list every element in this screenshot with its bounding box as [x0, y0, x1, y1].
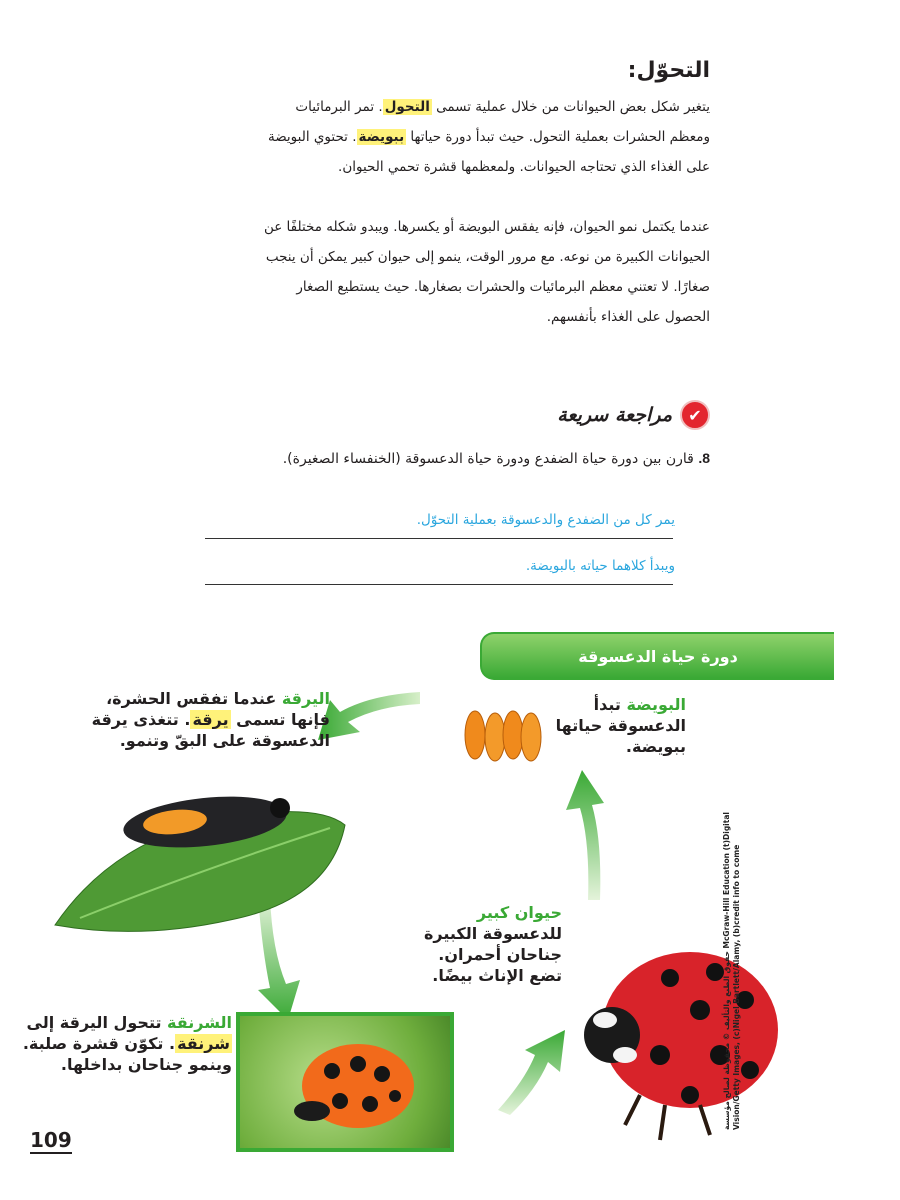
answer-line-1: يمر كل من الضفدع والدعسوقة بعملية التحوّل.: [416, 512, 675, 528]
pupa-text-b: . تكوّن قشرة صلبة. وينمو جناحان بداخلها.: [22, 1034, 232, 1074]
pupa-highlight: شرنقة: [177, 1034, 230, 1053]
egg-text: تبدأ الدعسوقة حياتها ببويضة.: [555, 695, 686, 756]
larva-on-leaf: [55, 790, 345, 932]
pupa-text-a: تتحول اليرقة إلى: [26, 1013, 168, 1032]
term-egg: ببويضة: [358, 129, 405, 145]
arrow-egg-to-larva: [318, 692, 420, 740]
pupa-term: الشرنقة: [167, 1013, 232, 1032]
question-text: قارن بين دورة حياة الضفدع ودورة حياة الدعسوقة (الخنفساء الصغيرة).: [282, 451, 694, 467]
egg-cluster: [465, 711, 541, 761]
larva-highlight: يرقة: [192, 710, 229, 729]
p1-part-a: يتغير شكل بعض الحيوانات من خلال عملية تسمى: [431, 99, 710, 115]
adult-caption: [420, 902, 562, 986]
term-metamorphosis: التحول: [384, 99, 430, 115]
quick-review-title: مراجعة سريعة: [557, 404, 672, 426]
larva-caption: [62, 688, 330, 751]
pupa-caption: [16, 1012, 232, 1075]
answer-rule-1: [205, 538, 673, 539]
larva-term: اليرقة: [281, 689, 330, 708]
question-8: [240, 445, 710, 472]
larva-text-b: . تتغذى يرقة الدعسوقة على البقّ وتنمو.: [91, 710, 330, 750]
paragraph-growth: عندما يكتمل نمو الحيوان، فإنه يفقس البويضة أو يكسرها. ويبدو شكله مختلفًا عن الحيوانات الكبيرة من نوعه. مع مرور الوقت، ينمو إلى حيوان كبير يمكن أن ينجب صغارًا. لا تعتني معظم البرمائيات والحشرات بصغارها. حيث يستطيع الصغار الحصول على الغذاء بأنفسهم.: [263, 219, 710, 325]
arrow-pupa-to-adult: [498, 1030, 565, 1115]
egg-term: البويضة: [626, 695, 686, 714]
page-number: 109: [30, 1128, 72, 1152]
egg-caption: [546, 694, 686, 757]
quick-review-heading: [380, 400, 710, 430]
photo-credit: حقوق الطبع والتأليف © محفوظة لصالح مؤسسة McGraw-Hill Education (t)Digital Vision/Getty Images, (c)Nigel Bartlett/Alamy, (b)credit info to come: [722, 812, 741, 1130]
arrow-adult-to-egg: [566, 770, 604, 900]
answer-rule-2: [205, 584, 673, 585]
question-number: 8.: [698, 450, 710, 466]
lifecycle-banner: دورة حياة الدعسوقة: [480, 632, 834, 680]
adult-term: حيوان كبير: [476, 903, 562, 922]
pupa-illustration: [240, 1016, 450, 1148]
answer-line-2: ويبدأ كلاهما حياته بالبويضة.: [525, 558, 675, 574]
larva-text-a: عندما تفقس الحشرة، فإنها تسمى: [106, 689, 330, 729]
p1-part-b: . تمر البرمائيات ومعظم الحشرات بعملية التحول. حيث تبدأ دورة حياتها: [295, 99, 710, 145]
paragraph-metamorphosis: [262, 92, 710, 182]
p1-part-c: . تحتوي البويضة على الغذاء الذي تحتاجه الحيوانات. ولمعظمها قشرة تحمي الحيوان.: [267, 129, 710, 175]
pupa-photo-frame: [236, 1012, 454, 1152]
arrow-larva-to-pupa: [258, 896, 300, 1020]
checkmark-icon: ✔: [680, 400, 710, 430]
section-title: التحوّل:: [627, 58, 710, 83]
adult-text: للدعسوقة الكبيرة جناحان أحمران. تضع الإناث بيضًا.: [423, 924, 562, 985]
adult-ladybug-illustration: [584, 952, 778, 1140]
